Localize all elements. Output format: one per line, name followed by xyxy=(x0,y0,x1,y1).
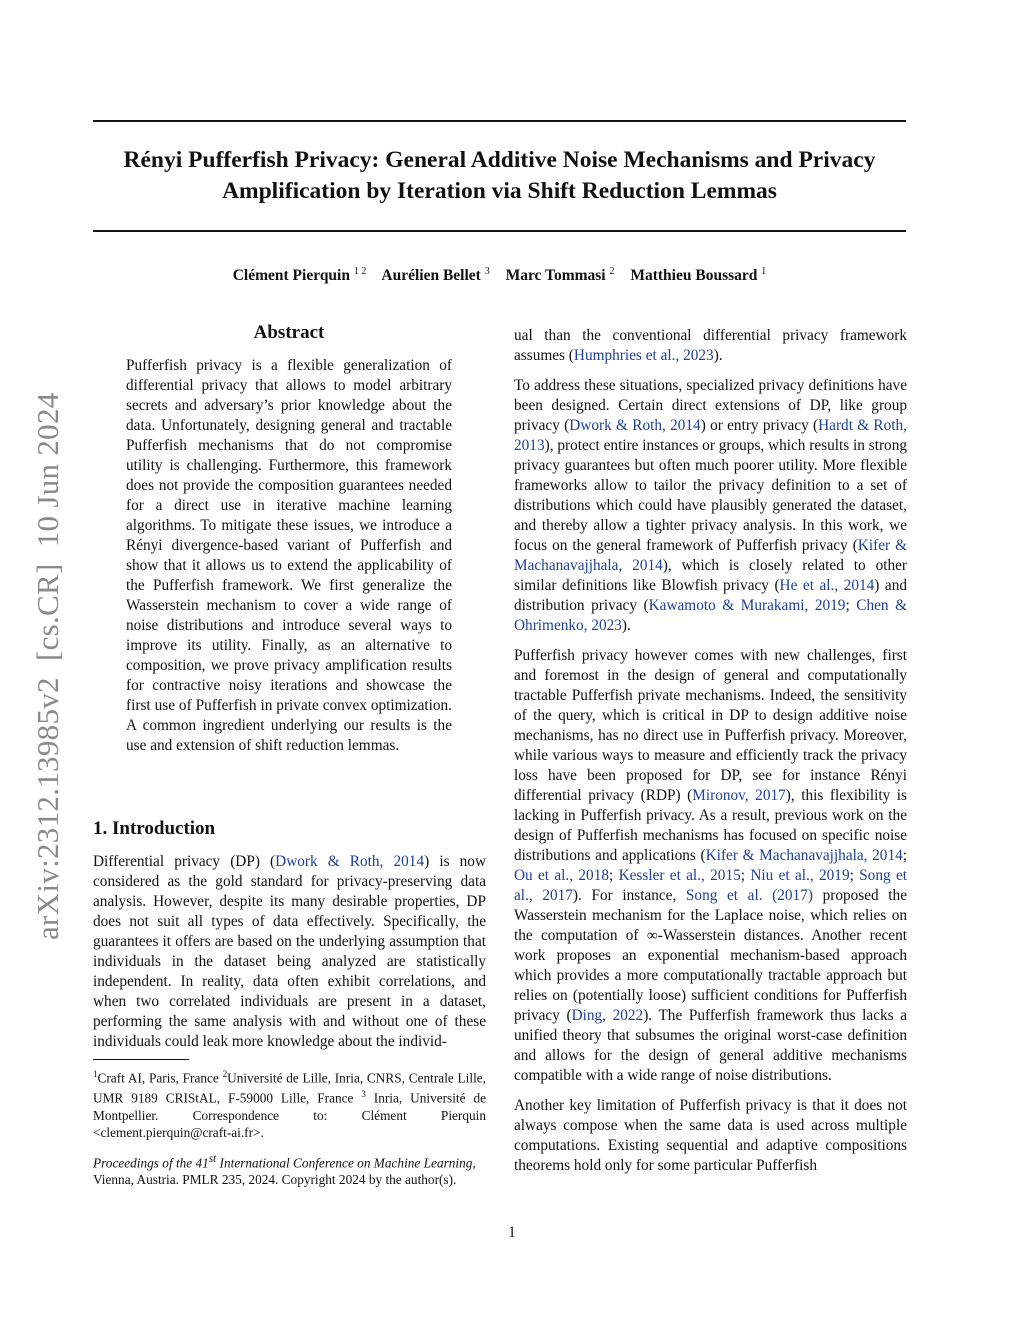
citation-link[interactable]: Kawamoto & Murakami, 2019 xyxy=(648,597,846,614)
paragraph: Pufferfish privacy however comes with new challenges, first and foremost in the design of general and computationally tractable Pufferfish private mechanisms. Indeed, the sensitivity of the query, which is critical in DP to design additive noise mechanisms, has no direct use in Pufferfish privacy. Moreover, while various ways to measure and efficiently track the privacy loss have been proposed for DP, see for instance Rényi differential privacy (RDP) (Mironov, 2017), this flexibility is lacking in Pufferfish privacy. As a result, previous work on the design of Pufferfish mechanisms has focused on specific noise distributions and applications (Kifer & Machanavajjhala, 2014; Ou et al., 2018; Kessler et al., 2015; Niu et al., 2019; Song et al., 2017). For instance, Song et al. (2017) proposed the Wasserstein mechanism for the Laplace noise, which relies on the computation of ∞-Wasserstein distances. Another recent work proposes an exponential mechanism-based approach which provides a more computationally tractable approach but relies on (potentially loose) sufficient conditions for Pufferfish privacy (Ding, 2022). The Pufferfish framework thus lacks a unified theory that subsumes the original worst-case definition and allows for the design of general additive mechanisms compatible with a wide range of noise distributions. xyxy=(514,647,907,1084)
paragraph: ual than the conventional differential privacy framework assumes (Humphries et al., 2023). xyxy=(514,327,907,364)
citation-link[interactable]: Mironov, 2017 xyxy=(692,787,786,804)
citation-link[interactable]: Hardt & Roth, 2013 xyxy=(514,417,907,454)
citation-link[interactable]: Dwork & Roth, 2014 xyxy=(569,417,701,434)
citation-link[interactable]: Ou et al., 2018 xyxy=(514,867,609,884)
citation-link[interactable]: Niu et al., 2019 xyxy=(750,867,850,884)
abstract-heading: Abstract xyxy=(253,322,325,343)
footnote-rule xyxy=(93,1059,189,1060)
paragraph: Another key limitation of Pufferfish privacy is that it does not always compose when the same data is used across multiple computations. Existing sequential and adaptive compositions theorems hold only for some particular Pufferfish xyxy=(514,1097,907,1174)
citation-link[interactable]: Ding, 2022 xyxy=(571,1007,644,1024)
citation-link[interactable]: Kifer & Machanavajjhala, 2014 xyxy=(705,847,903,864)
citation-link[interactable]: Song et al. (2017) xyxy=(685,887,813,904)
title-rule xyxy=(93,230,906,232)
author-affiliation: 3 xyxy=(484,266,490,277)
abstract-text: Pufferfish privacy is a flexible generalization of differential privacy that allows to model arbitrary secrets and adversary’s prior knowledge about the data. Unfortunately, designing general and tractable Pufferfish mechanisms that do not compromise utility is challenging. Furthermore, this framework does not provide the composition guarantees needed for a direct use in iterative machine learning algorithms. To mitigate these issues, we introduce a Rényi divergence-based variant of Pufferfish and show that it allows us to extend the applicability of the Pufferfish framework. We first generalize the Wasserstein mechanism to cover a wide range of noise distributions and introduce several ways to improve its utility. Finally, as an alternative to composition, we prove privacy amplification results for contractive noisy iterations and showcase the first use of Pufferfish in private convex optimization. A common ingredient underlying our results is the use and extension of shift reduction lemmas. xyxy=(126,357,452,754)
proceedings-note: Proceedings of the 41st International Conference on Machine Learning, Vienna, Austria. PMLR 235, 2024. Copyright 2024 by the author(s). xyxy=(93,1153,476,1188)
page-number: 1 xyxy=(508,1224,516,1241)
citation-link[interactable]: Kessler et al., 2015 xyxy=(618,867,741,884)
right-column xyxy=(514,326,907,1186)
author-affiliation: 2 xyxy=(609,266,615,277)
arxiv-identifier: arXiv:2312.13985v2 [cs.CR] 10 Jun 2024 xyxy=(30,392,65,940)
author-name: Clément Pierquin xyxy=(232,267,350,285)
author-name: Matthieu Boussard xyxy=(630,267,758,285)
introduction-paragraph: Differential privacy (DP) (Dwork & Roth, 2014) is now considered as the gold standard for privacy-preserving data analysis. However, despite its many desirable properties, DP does not suit all types of data effectively. Specifically, the guarantees it offers are based on the underlying assumption that individuals in the dataset being analyzed are statistically independent. In reality, data often exhibit correlations, and when two correlated individuals are present in a dataset, performing the same analysis with and without one of these individuals could leak more knowledge about the individ- xyxy=(93,853,486,1050)
author-name: Marc Tommasi xyxy=(505,267,606,285)
citation-link[interactable]: Song et al., 2017 xyxy=(514,867,907,904)
citation-link[interactable]: Kifer & Machanavajjhala, 2014 xyxy=(514,537,907,574)
citation-link[interactable]: Dwork & Roth, 2014 xyxy=(275,853,425,870)
introduction-heading: 1. Introduction xyxy=(93,818,216,839)
paragraph: To address these situations, specialized privacy definitions have been designed. Certain direct extensions of DP, like group privacy (Dwork & Roth, 2014) or entry privacy (Hardt & Roth, 2013), protect entire instances or groups, which results in strong privacy guarantees but often much poorer utility. More flexible frameworks allow to tailor the privacy definition to a set of distributions which could have plausibly generated the dataset, and thereby allow a tighter privacy analysis. In this work, we focus on the general framework of Pufferfish privacy (Kifer & Machanavajjhala, 2014), which is closely related to other similar definitions like Blowfish privacy (He et al., 2014) and distribution privacy (Kawamoto & Murakami, 2019; Chen & Ohrimenko, 2023). xyxy=(514,377,908,634)
affiliation-footnote: $^1$Craft AI, Paris, France $^2$Université de Lille, Inria, CNRS, Centrale Lille, UMR 9189 CRIStAL, F-59000 Lille, France $^3$ Inria, Université de Montpellier. Correspondence to: Clément Pierquin <clement.pierquin@craft-ai.fr>. xyxy=(93,1069,486,1140)
author-affiliation: 1 2 xyxy=(353,266,367,277)
citation-link[interactable]: Chen & Ohrimenko, 2023 xyxy=(514,597,908,634)
author-name: Aurélien Bellet xyxy=(381,267,481,285)
citation-link[interactable]: Humphries et al., 2023 xyxy=(573,347,714,364)
author-list xyxy=(93,266,906,285)
paper-title: Rényi Pufferfish Privacy: General Additive Noise Mechanisms and Privacy Amplification by Iteration via Shift Reduction Lemmas xyxy=(123,147,876,204)
author-affiliation: 1 xyxy=(761,266,767,277)
top-rule xyxy=(93,120,906,122)
citation-link[interactable]: He et al., 2014 xyxy=(779,577,875,594)
